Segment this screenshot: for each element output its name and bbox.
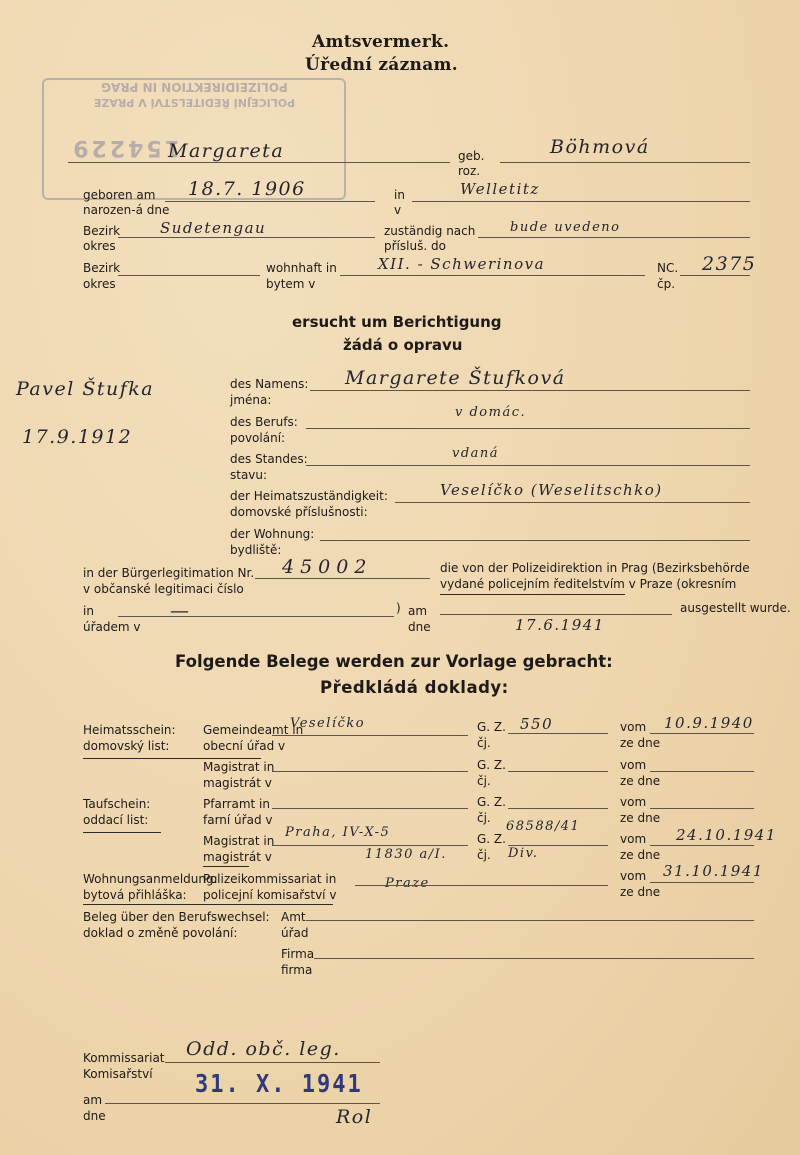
gz3-label: G. Z. [477, 795, 506, 809]
stamp-number: 154229 [70, 135, 180, 160]
footer-am-label-de: am [83, 1093, 103, 1107]
beleg-label-de: Beleg über den Berufswechsel: [83, 910, 270, 924]
footer-am-label-cs: dne [83, 1109, 106, 1123]
zustandig-label-de: zuständig nach [384, 224, 476, 238]
vom4-value: 24.10.1941 [676, 826, 777, 844]
beleg-label-cs: doklad o změně povolání: [83, 926, 238, 940]
name-value: Margareta [168, 140, 285, 162]
cj2-label: čj. [477, 774, 491, 788]
berufs-value: v domác. [455, 405, 527, 420]
margin-note-date: 17.9.1912 [22, 426, 133, 448]
vom5-value: 31.10.1941 [663, 862, 764, 880]
firma-label-cs: firma [281, 963, 313, 977]
legit-value: 45002 [282, 556, 373, 578]
born-label-de: geboren am [83, 188, 156, 202]
bezirk-value: Sudetengau [160, 219, 267, 237]
bezirk-label-de: Bezirk [83, 224, 121, 238]
in-label-de-2: in [83, 604, 94, 618]
magistrat1-label-cs: magistrát v [203, 776, 272, 790]
polizei-label-cs: policejní komisařství v [203, 888, 337, 902]
stamp-line2: POLICEJNÍ ŘEDITELSTVÍ V PRAZE [93, 96, 296, 109]
title-czech: Úřední záznam. [305, 55, 459, 75]
amt-label-cs: úřad [281, 926, 309, 940]
vom2-label: vom [620, 758, 647, 772]
heimat-label-cs: domovské příslušnosti: [230, 505, 368, 519]
standes-value: vdaná [452, 446, 500, 461]
magistrat2-value: Praha, IV-X-5 [285, 825, 391, 840]
request-heading-de: ersucht um Berichtigung [292, 313, 502, 331]
issuer-label-cs: vydané policejním ředitelstvím v Praze (okresním [440, 577, 737, 591]
vom3-label: vom [620, 795, 647, 809]
namens-label-de: des Namens: [230, 377, 309, 391]
vom1-label: vom [620, 720, 647, 734]
nc-value: 2375 [702, 253, 757, 275]
gz1-label: G. Z. [477, 720, 506, 734]
standes-label-cs: stavu: [230, 468, 268, 482]
gz1-value: 550 [520, 715, 554, 733]
nc-label-de: NC. [657, 261, 679, 275]
kommissariat-label-cs: Komisařství [83, 1067, 153, 1081]
vom4-label: vom [620, 832, 647, 846]
pfarramt-label-cs: farní úřad v [203, 813, 273, 827]
zedne5-label: ze dne [620, 885, 661, 899]
margin-note-name: Pavel Štufka [16, 378, 155, 400]
am-label-de: am [408, 604, 428, 618]
legit-label-de: in der Bürgerlegitimation Nr. [83, 566, 255, 580]
wohnung-label-de: der Wohnung: [230, 527, 315, 541]
magistrat1-label-de: Magistrat in [203, 760, 275, 774]
zedne4-label: ze dne [620, 848, 661, 862]
heimat-value: Veselíčko (Weselitschko) [440, 481, 663, 499]
heimatsschein-label-cs: domovský list: [83, 739, 170, 753]
wohnungsanmeldung-label-de: Wohnungsanmeldung: [83, 872, 218, 886]
kommissariat-label-de: Kommissariat [83, 1051, 165, 1065]
wohnhaft-label-de: wohnhaft in [266, 261, 337, 275]
wohnungsanmeldung-label-cs: bytová přihláška: [83, 888, 187, 902]
bezirk2-label-cs: okres [83, 277, 116, 291]
bezirk-label-cs: okres [83, 239, 116, 253]
heimat-label-de: der Heimatszuständigkeit: [230, 489, 388, 503]
roz-label: roz. [458, 164, 481, 178]
kommissariat-value: Odd. obč. leg. [186, 1038, 341, 1060]
birth-name-value: Böhmová [550, 136, 650, 158]
in-label-cs: v [394, 203, 402, 217]
issued-label: ausgestellt wurde. [680, 601, 791, 615]
zedne1-label: ze dne [620, 736, 661, 750]
gemeinde-label-cs: obecní úřad v [203, 739, 286, 753]
gz2-label: G. Z. [477, 758, 506, 772]
documents-heading-de: Folgende Belege werden zur Vorlage gebracht: [175, 652, 613, 671]
nc-label-cs: čp. [657, 277, 676, 291]
wohnhaft-label-cs: bytem v [266, 277, 316, 291]
stamp-line1: POLIZEIDIREKTION IN PRAG [101, 80, 288, 94]
gz4-label: G. Z. [477, 832, 506, 846]
taufschein-label-de: Taufschein: [83, 797, 151, 811]
born-date-value: 18.7. 1906 [188, 178, 306, 200]
zedne2-label: ze dne [620, 774, 661, 788]
in-label-cs-2: úřadem v [83, 620, 141, 634]
cj1-label: čj. [477, 736, 491, 750]
issued-date-value: 17.6.1941 [515, 616, 605, 634]
vom1-value: 10.9.1940 [664, 714, 754, 732]
cj4-value: Div. [508, 846, 539, 861]
am-label-cs: dne [408, 620, 431, 634]
residence-value: XII. - Schwerinova [378, 255, 546, 273]
taufschein-label-cs: oddací list: [83, 813, 149, 827]
paren-close: ) [396, 601, 401, 615]
initials-signature: Rol [336, 1106, 373, 1128]
gemeinde-label-de: Gemeindeamt in [203, 723, 304, 737]
issuer-label-de: die von der Polizeidirektion in Prag (Bezirksbehörde [440, 561, 750, 575]
magistrat2-label-de: Magistrat in [203, 834, 275, 848]
birth-place-value: Welletitz [460, 180, 540, 198]
cj4-label: čj. [477, 848, 491, 862]
magistrat2-value2: 11830 a/I. [365, 847, 447, 862]
pfarramt-label-de: Pfarramt in [203, 797, 270, 811]
vom5-label: vom [620, 869, 647, 883]
magistrat2-label-cs: magistrát v [203, 850, 272, 864]
bezirk2-label-de: Bezirk [83, 261, 121, 275]
zedne3-label: ze dne [620, 811, 661, 825]
geb-label: geb. [458, 149, 485, 163]
gemeinde-value: Veselíčko [290, 716, 366, 731]
in-label-de: in [394, 188, 405, 202]
polizei-value: Praze [385, 876, 430, 891]
request-heading-cs: žádá o opravu [343, 336, 463, 354]
wohnung-label-cs: bydliště: [230, 543, 282, 557]
namens-label-cs: jména: [230, 393, 272, 407]
documents-heading-cs: Předkládá doklady: [320, 678, 509, 697]
zustandig-label-cs: přísluš. do [384, 239, 446, 253]
berufs-label-cs: povolání: [230, 431, 286, 445]
date-stamp: 31. X. 1941 [195, 1070, 363, 1099]
gz4-value: 68588/41 [506, 819, 581, 834]
amt-label-de: Amt [281, 910, 306, 924]
in-value-2: — [170, 600, 191, 622]
title-german: Amtsvermerk. [312, 32, 450, 52]
zustandig-value: bude uvedeno [510, 220, 621, 235]
heimatsschein-label-de: Heimatsschein: [83, 723, 176, 737]
standes-label-de: des Standes: [230, 452, 308, 466]
legit-label-cs: v občanské legitimaci číslo [83, 582, 244, 596]
namens-value: Margarete Štufková [345, 367, 566, 389]
cj3-label: čj. [477, 811, 491, 825]
born-label-cs: narozen-á dne [83, 203, 170, 217]
berufs-label-de: des Berufs: [230, 415, 298, 429]
firma-label-de: Firma [281, 947, 315, 961]
polizei-label-de: Polizeikommissariat in [203, 872, 337, 886]
